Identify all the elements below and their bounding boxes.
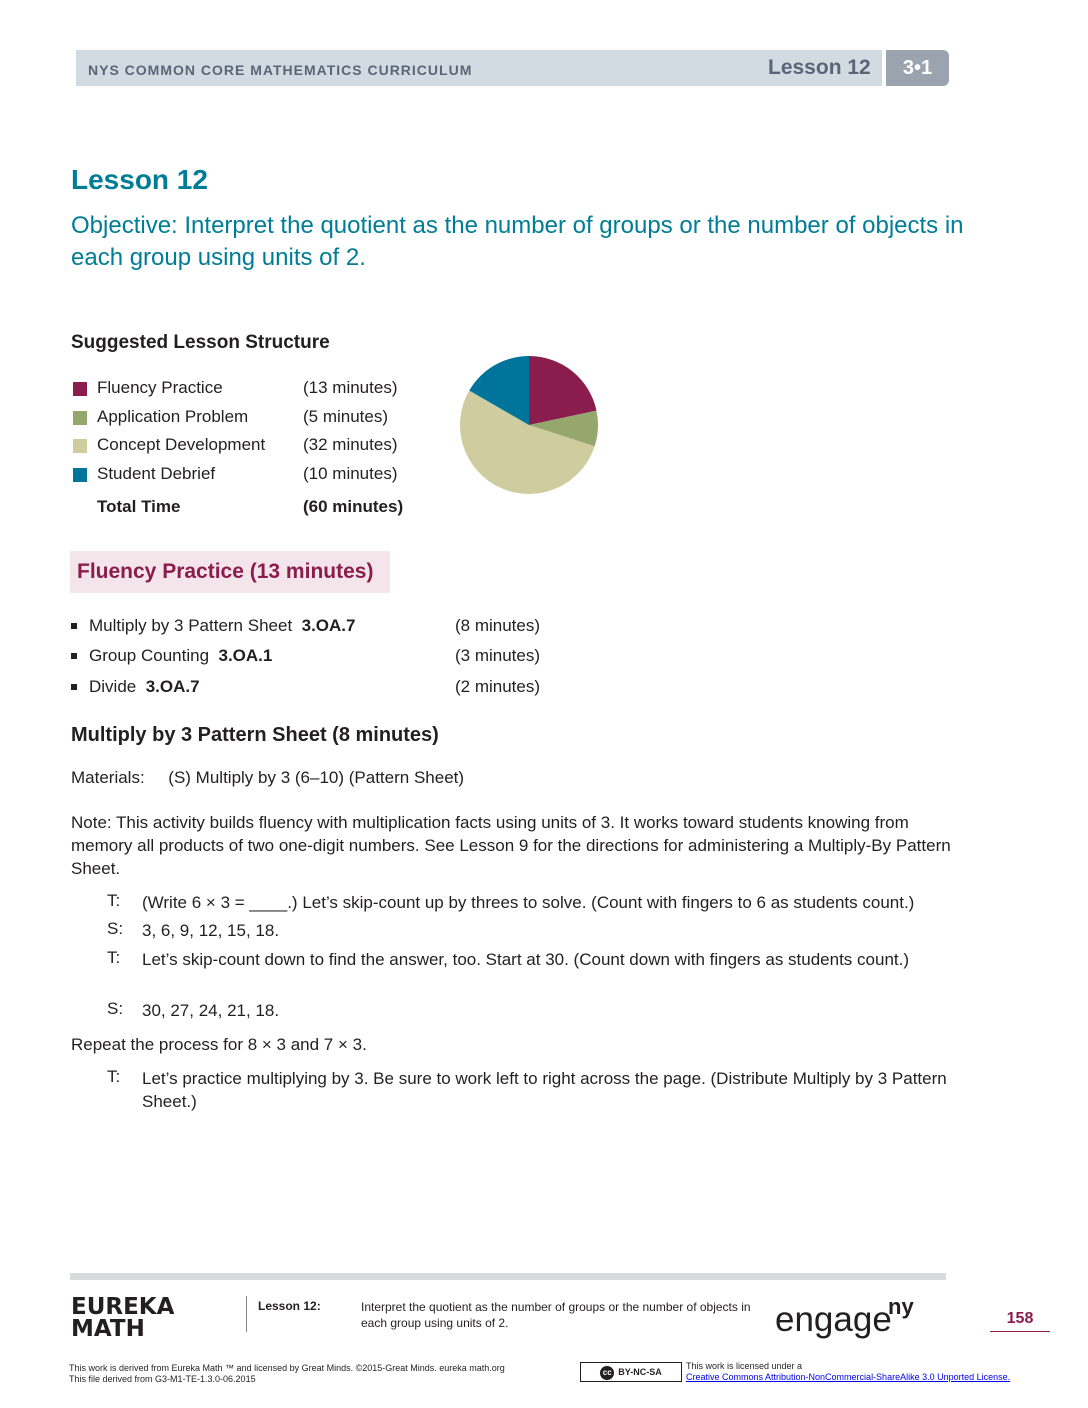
logo-line-2: MATH: [71, 1316, 145, 1342]
repeat-note: Repeat the process for 8 × 3 and 7 × 3.: [71, 1035, 367, 1054]
list-item-minutes: (8 minutes): [455, 616, 541, 635]
dialogue-speaker: S:: [107, 919, 124, 938]
list-item-label: Divide: [89, 677, 137, 696]
legend-swatch: [73, 411, 87, 425]
structure-item-minutes: (5 minutes): [303, 407, 389, 426]
standard-code: 3.OA.7: [301, 616, 356, 635]
structure-item-name: Concept Development: [97, 435, 266, 454]
bullet-icon: [71, 653, 77, 659]
dialogue-text: Let’s practice multiplying by 3. Be sure to work left to right across the page. (Distribute Multiply by 3 Pattern Sheet.): [142, 1069, 947, 1111]
eureka-math-logo: [71, 1296, 174, 1340]
curriculum-name: NYS COMMON CORE MATHEMATICS CURRICULUM: [88, 62, 473, 78]
list-item-text: [89, 616, 355, 636]
engageny-logo-ny: ny: [888, 1294, 914, 1319]
standard-code: 3.OA.7: [145, 677, 200, 696]
total-label: Total Time: [97, 497, 181, 516]
structure-item-name: Application Problem: [97, 407, 249, 426]
legend-swatch: [73, 439, 87, 453]
module-tag: 3•1: [886, 50, 949, 86]
footer-lesson-objective: Interpret the quotient as the number of groups or the number of objects in each group using units of 2.: [361, 1300, 751, 1330]
list-item-label: Group Counting: [89, 646, 210, 665]
license-text: [686, 1361, 1066, 1383]
structure-item-minutes: (32 minutes): [303, 435, 398, 454]
dialogue-speaker: T:: [107, 948, 121, 967]
materials: Materials: (S) Multiply by 3 (6–10) (Pattern Sheet): [71, 768, 465, 787]
structure-item-minutes: (10 minutes): [303, 464, 398, 483]
list-item-text: [89, 646, 272, 666]
objective: Objective: Interpret the quotient as the number of groups or the number of objects in each group using units of 2.: [71, 212, 964, 271]
page-title: Lesson 12: [71, 164, 208, 195]
credit-line-2: This file derived from G3-M1-TE-1.3.0-06.2015: [69, 1374, 256, 1384]
dialogue-text: (Write 6 × 3 = ____.) Let’s skip-count up by threes to solve. (Count with fingers to 6 as students count.): [142, 893, 915, 912]
fluency-heading: Fluency Practice (13 minutes): [77, 560, 374, 583]
structure-item-name: Fluency Practice: [97, 378, 223, 397]
footer-lesson-label: Lesson 12:: [258, 1299, 321, 1313]
lesson-structure-pie-chart: [458, 354, 600, 496]
total-minutes: (60 minutes): [303, 497, 404, 516]
cc-license-badge[interactable]: [580, 1362, 682, 1382]
creative-commons-icon: cc: [600, 1366, 614, 1380]
structure-item-minutes: (13 minutes): [303, 378, 398, 397]
dialogue-speaker: T:: [107, 891, 121, 910]
note: Note: This activity builds fluency with multiplication facts using units of 3. It works toward students knowing from memory all products of two one-digit numbers. See Lesson 9 for the directions for administering a Multiply-By Pattern Sheet.: [71, 813, 951, 878]
dialogue-text: 3, 6, 9, 12, 15, 18.: [142, 921, 280, 940]
license-line-1: This work is licensed under a: [686, 1361, 803, 1371]
dialogue-speaker: T:: [107, 1067, 121, 1086]
footer-divider: [246, 1296, 247, 1332]
dialogue-text: Let’s skip-count down to find the answer, too. Start at 30. (Count down with fingers as students count.): [142, 950, 910, 969]
structure-item-name: Student Debrief: [97, 464, 216, 483]
header-lesson: Lesson 12: [768, 56, 871, 79]
dialogue-speaker: S:: [107, 999, 124, 1018]
page-number-underline: [990, 1331, 1050, 1332]
bullet-icon: [71, 623, 77, 629]
legend-swatch: [73, 382, 87, 396]
activity-heading: Multiply by 3 Pattern Sheet (8 minutes): [71, 724, 439, 746]
footer-rule: [70, 1273, 946, 1280]
credit-line-1: This work is derived from Eureka Math ™ and licensed by Great Minds. ©2015-Great Minds. eureka math.org: [69, 1363, 505, 1373]
list-item-minutes: (2 minutes): [455, 677, 541, 696]
standard-code: 3.OA.1: [218, 646, 273, 665]
dialogue-text: 30, 27, 24, 21, 18.: [142, 1001, 280, 1020]
engageny-logo: engage: [775, 1300, 892, 1339]
list-item-minutes: (3 minutes): [455, 646, 541, 665]
footer-credit: [69, 1363, 569, 1385]
license-link[interactable]: Creative Commons Attribution-NonCommercial-ShareAlike 3.0 Unported License.: [686, 1372, 1011, 1382]
bullet-icon: [71, 684, 77, 690]
logo-line-1: EUREKA: [71, 1294, 175, 1320]
cc-badge-label: BY-NC-SA: [618, 1367, 662, 1377]
page-number: 158: [1006, 1310, 1034, 1327]
list-item-text: [89, 677, 200, 697]
legend-swatch: [73, 468, 87, 482]
structure-heading: Suggested Lesson Structure: [71, 332, 330, 353]
list-item-label: Multiply by 3 Pattern Sheet: [89, 616, 293, 635]
